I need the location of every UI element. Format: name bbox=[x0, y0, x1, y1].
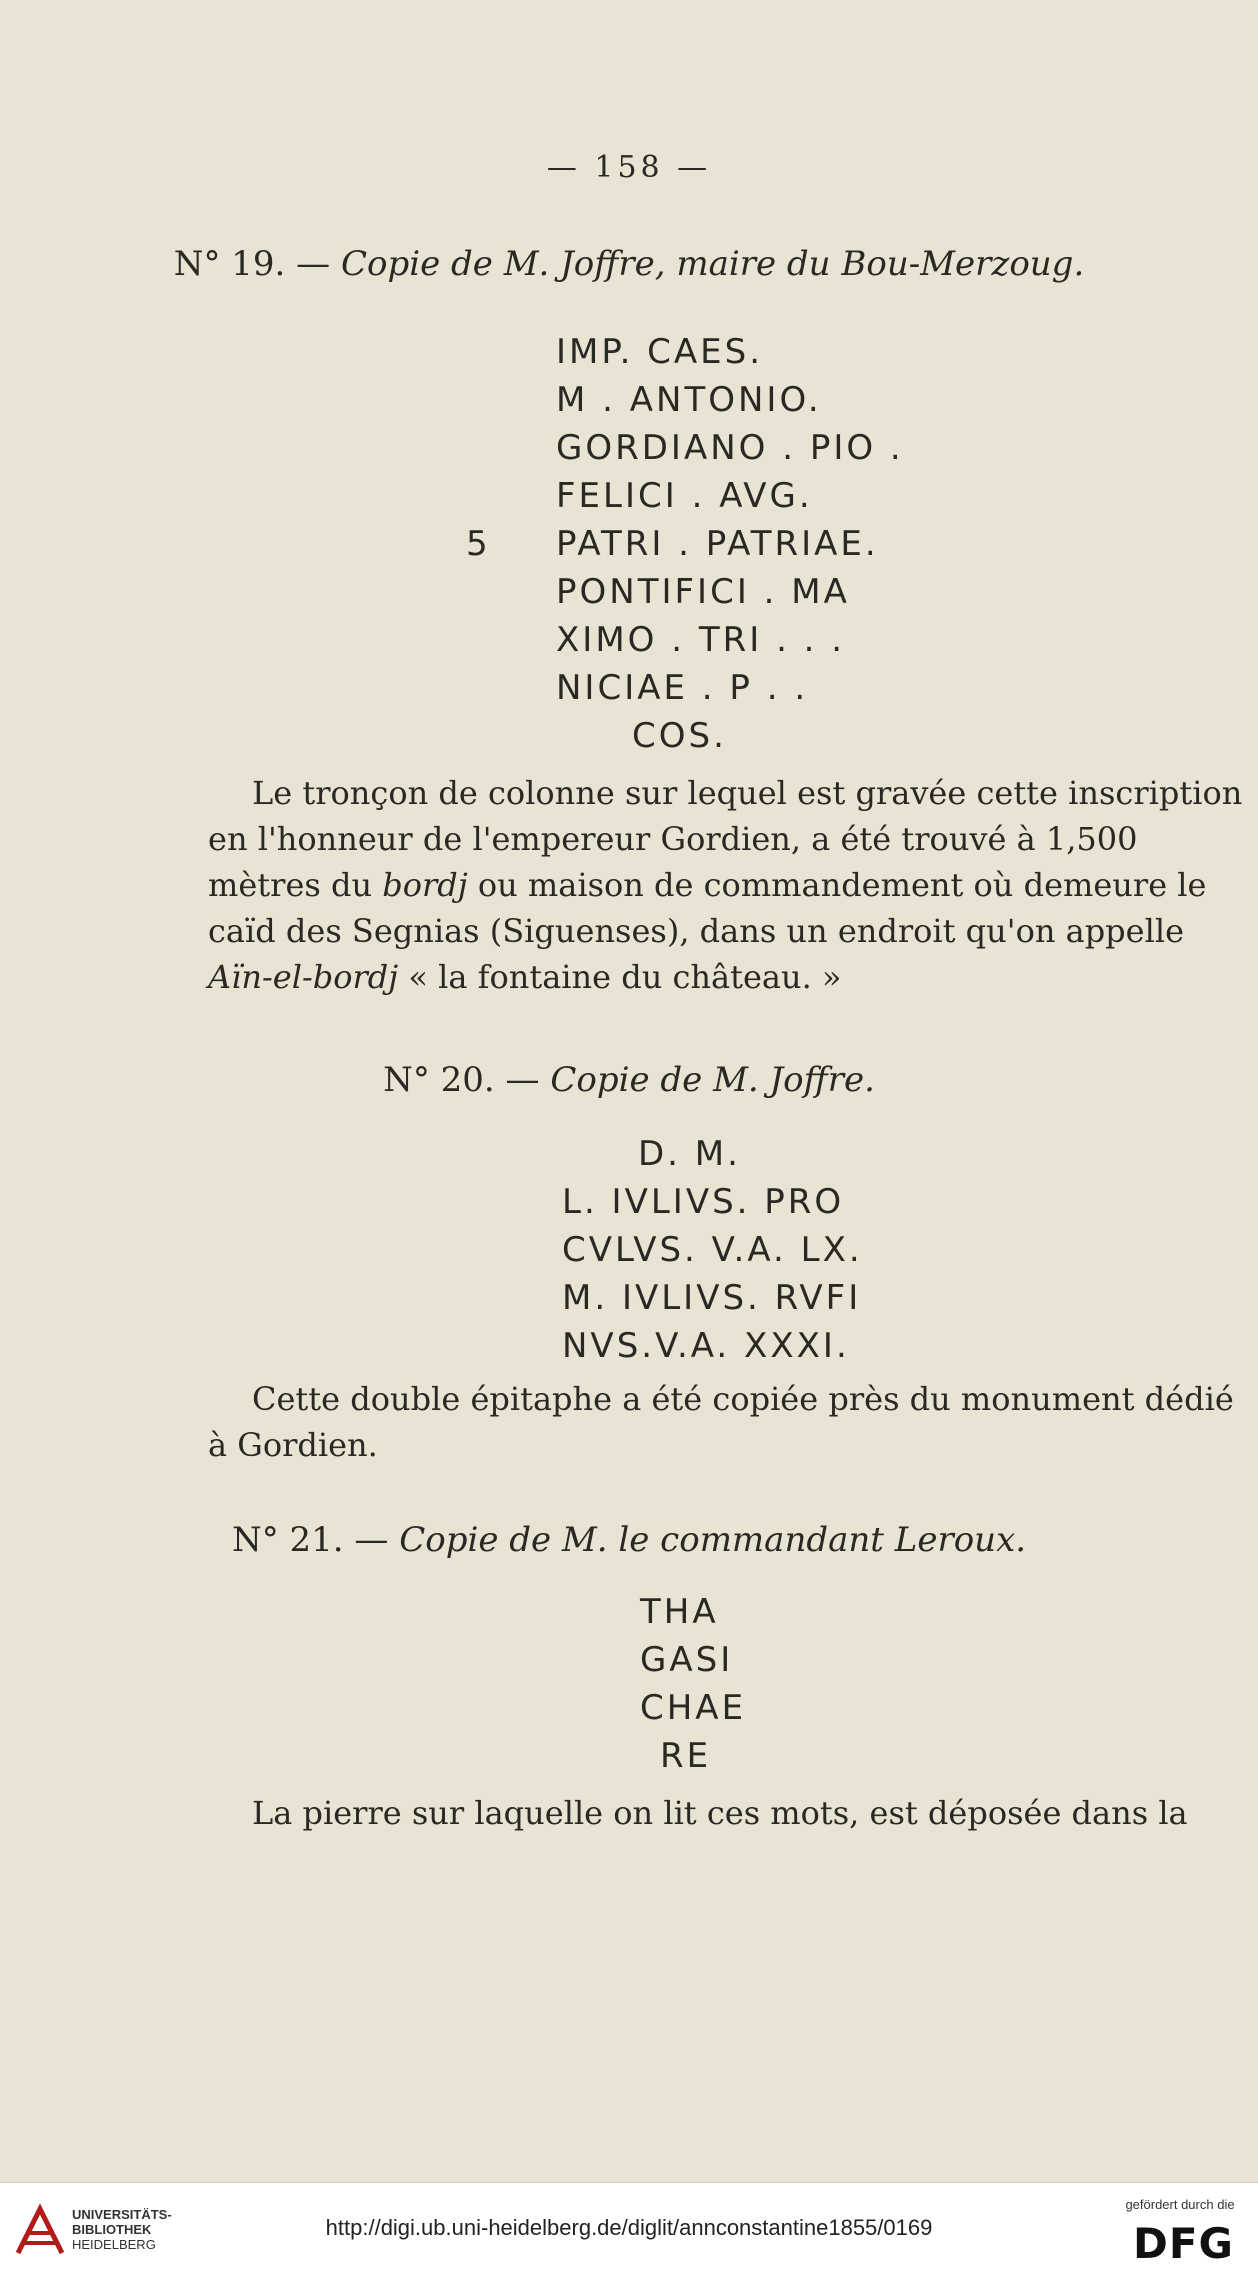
paragraph-line: en l'honneur de l'empereur Gordien, a été trouvé à 1,500 bbox=[208, 820, 1138, 858]
inscription-line: M . ANTONIO. bbox=[556, 380, 822, 420]
paragraph-20 bbox=[208, 1376, 1234, 1468]
entry-20-number: N° 20. — bbox=[383, 1060, 540, 1100]
inscription-line: GORDIANO . PIO . bbox=[556, 428, 904, 468]
inscription-20 bbox=[0, 1130, 1258, 1370]
text-run: mètres du bbox=[208, 866, 383, 904]
text-run: ou maison de commandement où demeure le bbox=[467, 866, 1207, 904]
paragraph-line: à Gordien. bbox=[208, 1426, 378, 1464]
italic-term: bordj bbox=[382, 866, 468, 904]
italic-term: Aïn-el-bordj bbox=[208, 958, 399, 996]
inscription-line: L. IVLIVS. PRO bbox=[562, 1182, 845, 1222]
entry-19-title: Copie de M. Joffre, maire du Bou-Merzoug. bbox=[340, 244, 1085, 284]
inscription-line: CVLVS. V.A. LX. bbox=[562, 1230, 863, 1270]
inscription-line: RE bbox=[660, 1736, 712, 1776]
inscription-line: GASI bbox=[640, 1640, 734, 1680]
entry-20-heading bbox=[0, 1060, 1258, 1100]
inscription-line bbox=[0, 520, 1258, 568]
inscription-line: XIMO . TRI . . . bbox=[556, 620, 846, 660]
paragraph-line bbox=[208, 862, 1207, 908]
inscription-line: CHAE bbox=[640, 1688, 747, 1728]
entry-19-number: N° 19. — bbox=[173, 244, 331, 284]
entry-21-heading bbox=[0, 1520, 1258, 1560]
inscription-line: THA bbox=[640, 1592, 719, 1632]
library-name-line: HEIDELBERG bbox=[72, 2237, 156, 2252]
inscription-19 bbox=[0, 328, 1258, 760]
text-run: « la fontaine du château. » bbox=[398, 958, 842, 996]
library-name-line: UNIVERSITÄTS- bbox=[72, 2207, 172, 2222]
inscription-line: FELICI . AVG. bbox=[556, 476, 813, 516]
inscription-line: NICIAE . P . . bbox=[556, 668, 809, 708]
paragraph-21 bbox=[208, 1790, 1188, 1836]
inscription-line-text: PATRI . PATRIAE. bbox=[556, 524, 879, 564]
inscription-line: PONTIFICI . MA bbox=[556, 572, 850, 612]
paragraph-line: La pierre sur laquelle on lit ces mots, est déposée dans la bbox=[252, 1794, 1188, 1832]
paragraph-19 bbox=[208, 770, 1243, 1000]
page-number: — 158 — bbox=[546, 150, 712, 185]
inscription-line: IMP. CAES. bbox=[556, 332, 764, 372]
inscription-line: NVS.V.A. XXXI. bbox=[562, 1326, 850, 1366]
inscription-line: D. M. bbox=[638, 1134, 741, 1174]
entry-20-title: Copie de M. Joffre. bbox=[550, 1060, 875, 1100]
inscription-21 bbox=[0, 1588, 1258, 1780]
line-number-marker: 5 bbox=[466, 524, 491, 564]
entry-21-number: N° 21. — bbox=[231, 1520, 389, 1560]
entry-21-title: Copie de M. le commandant Leroux. bbox=[399, 1520, 1027, 1560]
funded-by-label: gefördert durch die bbox=[1125, 2197, 1235, 2212]
paragraph-line: Le tronçon de colonne sur lequel est gravée cette inscription bbox=[252, 774, 1243, 812]
entry-19-heading bbox=[0, 244, 1258, 284]
inscription-line: M. IVLIVS. RVFI bbox=[562, 1278, 862, 1318]
paragraph-line: caïd des Segnias (Siguenses), dans un endroit qu'on appelle bbox=[208, 912, 1184, 950]
dfg-logo[interactable]: DFG bbox=[1132, 2219, 1234, 2268]
inscription-line: COS. bbox=[632, 716, 727, 756]
viewer-footer bbox=[0, 2182, 1258, 2277]
paragraph-line: Cette double épitaphe a été copiée près du monument dédié bbox=[252, 1380, 1234, 1418]
library-name-line: BIBLIOTHEK bbox=[72, 2222, 152, 2237]
page-permalink[interactable]: http://digi.ub.uni-heidelberg.de/diglit/annconstantine1855/0169 bbox=[325, 2215, 933, 2240]
paragraph-line bbox=[208, 954, 1176, 1000]
